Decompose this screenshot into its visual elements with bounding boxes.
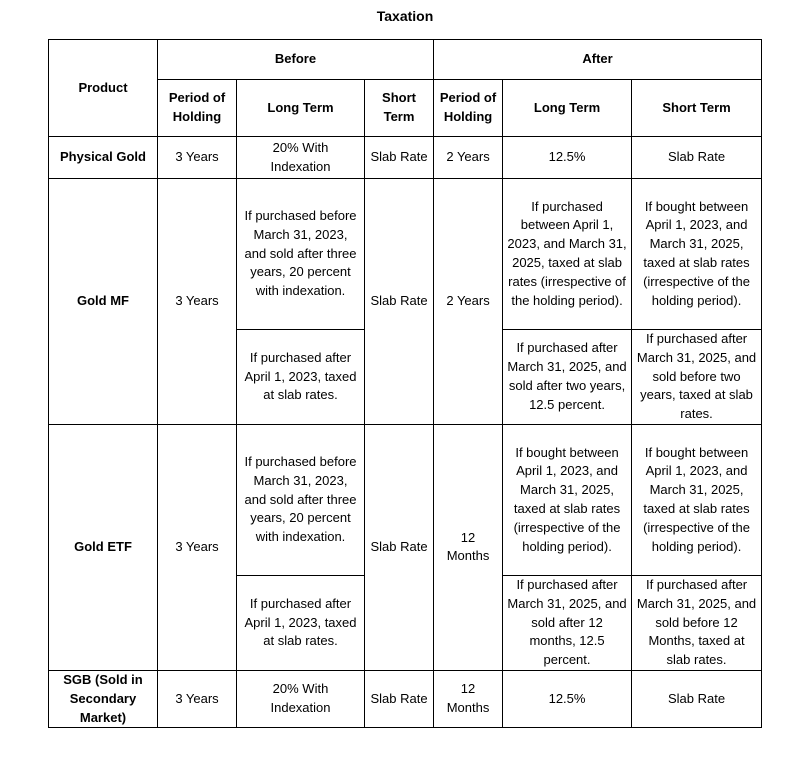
before-short-term-cell: Slab Rate xyxy=(365,670,434,727)
before-period-cell: 3 Years xyxy=(158,179,237,425)
before-short-term-cell: Slab Rate xyxy=(365,179,434,425)
before-long-term-cell: If purchased before March 31, 2023, and sold after three years, 20 percent with indexation. xyxy=(237,179,365,330)
before-period-cell: 3 Years xyxy=(158,137,237,179)
before-long-term-cell: If purchased after April 1, 2023, taxed at slab rates. xyxy=(237,575,365,670)
after-long-term-cell: 12.5% xyxy=(503,670,632,727)
header-before-period: Period of Holding xyxy=(158,80,237,137)
before-short-term-cell: Slab Rate xyxy=(365,424,434,670)
after-long-term-cell: 12.5% xyxy=(503,137,632,179)
before-period-cell: 3 Years xyxy=(158,670,237,727)
after-long-term-cell: If purchased after March 31, 2025, and sold after two years, 12.5 percent. xyxy=(503,330,632,425)
table-row-gold-mf xyxy=(49,179,762,330)
table-row-gold-etf xyxy=(49,424,762,575)
header-after: After xyxy=(434,40,762,80)
taxation-table xyxy=(48,39,762,728)
before-long-term-cell: 20% With Indexation xyxy=(237,137,365,179)
header-before-short-term: Short Term xyxy=(365,80,434,137)
product-cell: Gold ETF xyxy=(49,424,158,670)
table-row-physical-gold xyxy=(49,137,762,179)
header-after-long-term: Long Term xyxy=(503,80,632,137)
before-short-term-cell: Slab Rate xyxy=(365,137,434,179)
product-cell: Gold MF xyxy=(49,179,158,425)
header-before: Before xyxy=(158,40,434,80)
page-title: Taxation xyxy=(376,8,434,24)
product-cell: Physical Gold xyxy=(49,137,158,179)
after-period-cell: 2 Years xyxy=(434,179,503,425)
after-short-term-cell: If bought between April 1, 2023, and March 31, 2025, taxed at slab rates (irrespective of the holding period). xyxy=(632,424,762,575)
before-period-cell: 3 Years xyxy=(158,424,237,670)
after-long-term-cell: If purchased after March 31, 2025, and sold after 12 months, 12.5 percent. xyxy=(503,575,632,670)
after-short-term-cell: Slab Rate xyxy=(632,137,762,179)
product-cell: SGB (Sold in Secondary Market) xyxy=(49,670,158,727)
after-short-term-cell: If purchased after March 31, 2025, and sold before 12 Months, taxed at slab rates. xyxy=(632,575,762,670)
after-short-term-cell: If bought between April 1, 2023, and March 31, 2025, taxed at slab rates (irrespective of the holding period). xyxy=(632,179,762,330)
before-long-term-cell: 20% With Indexation xyxy=(237,670,365,727)
before-long-term-cell: If purchased after April 1, 2023, taxed at slab rates. xyxy=(237,330,365,425)
after-short-term-cell: If purchased after March 31, 2025, and sold before two years, taxed at slab rates. xyxy=(632,330,762,425)
header-after-short-term: Short Term xyxy=(632,80,762,137)
header-after-period: Period of Holding xyxy=(434,80,503,137)
table-row-sgb xyxy=(49,670,762,727)
header-row-group xyxy=(49,40,762,80)
before-long-term-cell: If purchased before March 31, 2023, and sold after three years, 20 percent with indexation. xyxy=(237,424,365,575)
header-product: Product xyxy=(49,40,158,137)
after-period-cell: 2 Years xyxy=(434,137,503,179)
after-long-term-cell: If bought between April 1, 2023, and March 31, 2025, taxed at slab rates (irrespective of the holding period). xyxy=(503,424,632,575)
header-before-long-term: Long Term xyxy=(237,80,365,137)
after-period-cell: 12 Months xyxy=(434,424,503,670)
after-short-term-cell: Slab Rate xyxy=(632,670,762,727)
after-long-term-cell: If purchased between April 1, 2023, and March 31, 2025, taxed at slab rates (irrespective of the holding period). xyxy=(503,179,632,330)
after-period-cell: 12 Months xyxy=(434,670,503,727)
